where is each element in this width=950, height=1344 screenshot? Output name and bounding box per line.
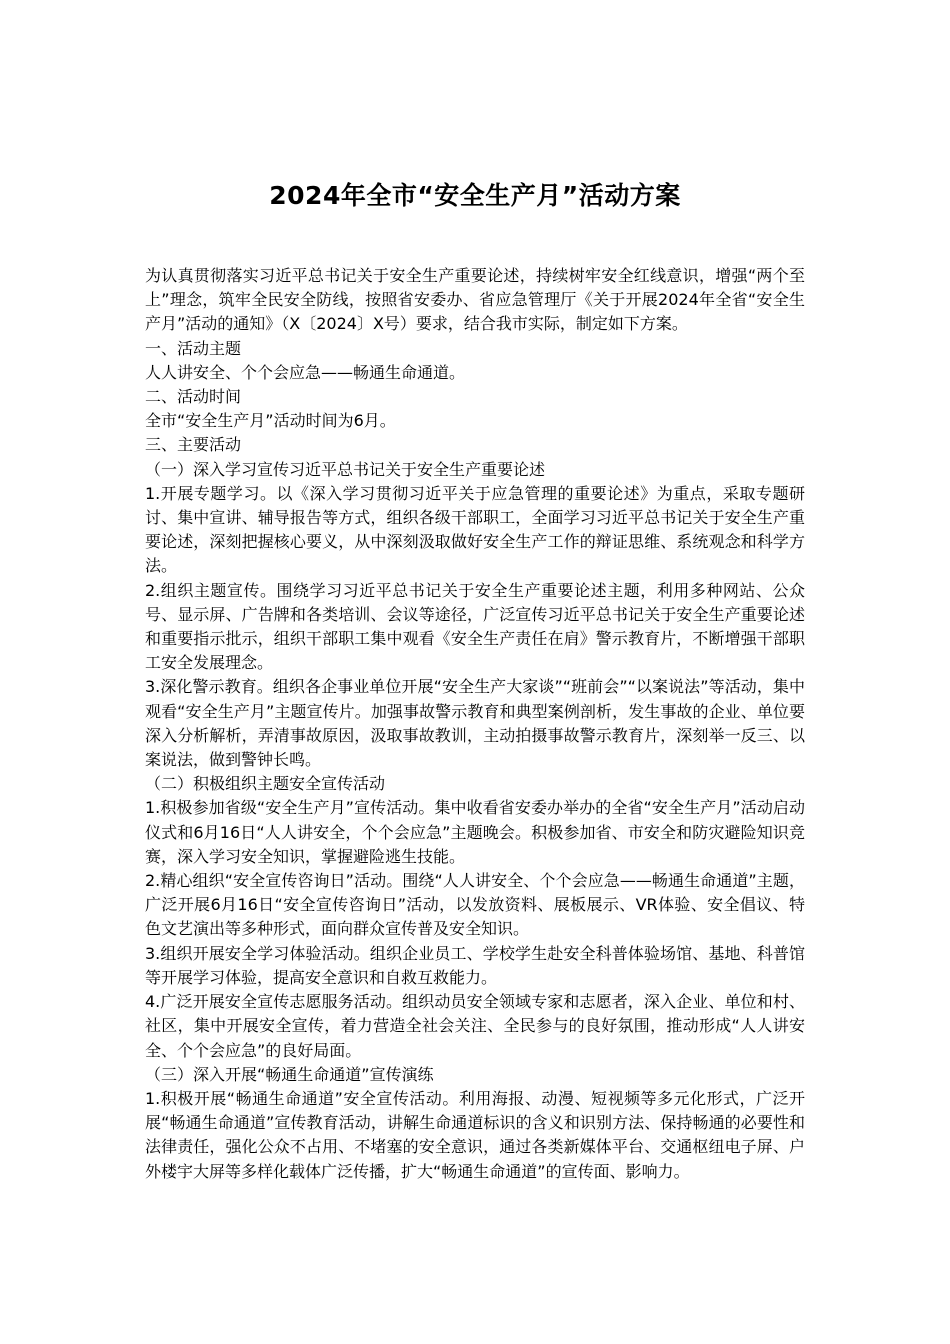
intro-paragraph: 为认真贯彻落实习近平总书记关于安全生产重要论述，持续树牢安全红线意识，增强“两个至上”理念，筑牢全民安全防线，按照省安委办、省应急管理厅《关于开展2024年全省“安全生产月”活动的通知》（X〔2024〕X号）要求，结合我市实际，制定如下方案。 [145,266,805,334]
paragraph-2-1: 1.积极参加省级“安全生产月”宣传活动。集中收看省安委办举办的全省“安全生产月”活动启动仪式和6月16日“人人讲安全，个个会应急”主题晚会。积极参加省、市安全和防灾避险知识竞赛，深入学习安全知识，掌握避险逃生技能。 [145,798,805,866]
section-heading-theme: 一、活动主题 [145,338,242,358]
paragraph-2-4: 4.广泛开展安全宣传志愿服务活动。组织动员安全领域专家和志愿者，深入企业、单位和村、社区，集中开展安全宣传，着力营造全社会关注、全民参与的良好氛围，推动形成“人人讲安全、个个会应急”的良好局面。 [145,992,805,1060]
paragraph-1-3: 3.深化警示教育。组织各企事业单位开展“安全生产大家谈”“班前会”“以案说法”等活动，集中观看“安全生产月”主题宣传片。加强事故警示教育和典型案例剖析，发生事故的企业、单位要深入分析解析，弄清事故原因，汲取事故教训，主动拍摄事故警示教育片，深刻举一反三、以案说法，做到警钟长鸣。 [145,677,805,770]
paragraph-2-2: 2.精心组织“安全宣传咨询日”活动。围绕“人人讲安全、个个会应急——畅通生命通道”主题，广泛开展6月16日“安全宣传咨询日”活动，以发放资料、展板展示、VR体验、安全倡议、特色文艺演出等多种形式，面向群众宣传普及安全知识。 [145,871,805,939]
subsection-heading-3: （三）深入开展“畅通生命通道”宣传演练 [145,1064,434,1084]
subsection-heading-1: （一）深入学习宣传习近平总书记关于安全生产重要论述 [145,459,546,479]
document-title: 2024年全市“安全生产月”活动方案 [269,181,681,210]
document-body [145,264,805,1184]
theme-text: 人人讲安全、个个会应急——畅通生命通道。 [145,362,466,382]
paragraph-2-3: 3.组织开展安全学习体验活动。组织企业员工、学校学生赴安全科普体验场馆、基地、科普馆等开展学习体验，提高安全意识和自救互救能力。 [145,943,805,987]
paragraph-1-2: 2.组织主题宣传。围绕学习习近平总书记关于安全生产重要论述主题，利用多种网站、公众号、显示屏、广告牌和各类培训、会议等途径，广泛宣传习近平总书记关于安全生产重要论述和重要指示批示，组织干部职工集中观看《安全生产责任在肩》警示教育片，不断增强干部职工安全发展理念。 [145,580,805,673]
time-text: 全市“安全生产月”活动时间为6月。 [145,411,396,431]
paragraph-3-1: 1.积极开展“畅通生命通道”安全宣传活动。利用海报、动漫、短视频等多元化形式，广泛开展“畅通生命通道”宣传教育活动，讲解生命通道标识的含义和识别方法、保持畅通的必要性和法律责任，强化公众不占用、不堵塞的安全意识，通过各类新媒体平台、交通枢纽电子屏、户外楼宇大屏等多样化载体广泛传播，扩大“畅通生命通道”的宣传面、影响力。 [145,1088,805,1181]
section-heading-activities: 三、主要活动 [145,435,242,455]
section-heading-time: 二、活动时间 [145,387,242,407]
subsection-heading-2: （二）积极组织主题安全宣传活动 [145,774,386,794]
paragraph-1-1: 1.开展专题学习。以《深入学习贯彻习近平关于应急管理的重要论述》为重点，采取专题研讨、集中宣讲、辅导报告等方式，组织各级干部职工，全面学习习近平总书记关于安全生产重要论述，深刻把握核心要义，从中深刻汲取做好安全生产工作的辩证思维、系统观念和科学方法。 [145,483,805,576]
